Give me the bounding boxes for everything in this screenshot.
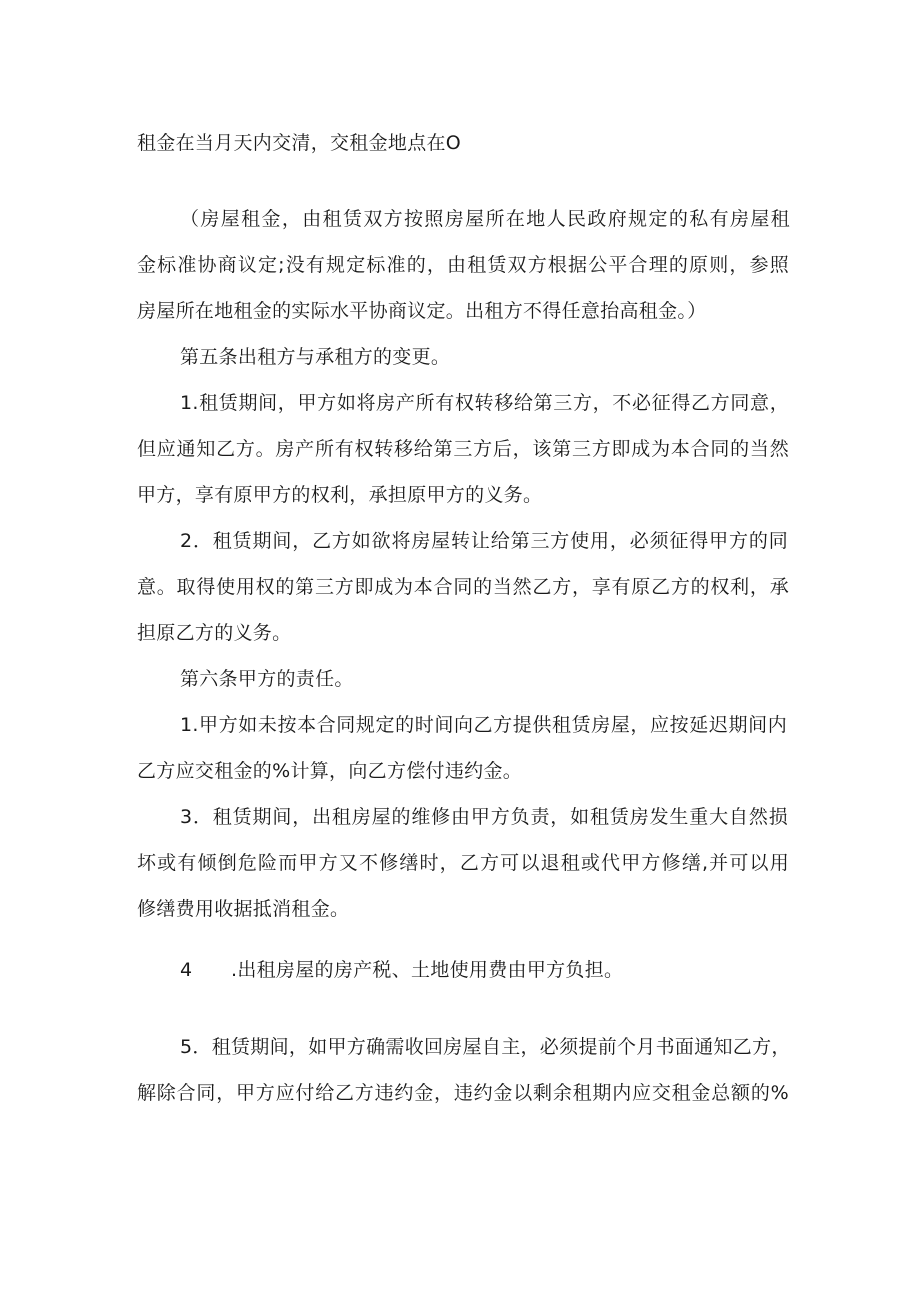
- text-line-3: 金标准协商议定;没有规定标准的，由租赁双方根据公平合理的原则，参照: [137, 254, 789, 276]
- text-line-7: 但应通知乙方。房产所有权转移给第三方后，该第三方即成为本合同的当然: [137, 438, 789, 460]
- text-line-16: 坏或有倾倒危险而甲方又不修缮时，乙方可以退租或代甲方修缮,并可以用: [137, 852, 789, 874]
- text-line-14: 乙方应交租金的%计算，向乙方偿付违约金。: [137, 760, 523, 782]
- section-heading-6: 第六条甲方的责任。: [180, 668, 354, 690]
- text-line-18: 4 .出租房屋的房产税、土地使用费由甲方负担。: [180, 959, 624, 981]
- text-line-8: 甲方，享有原甲方的权利，承担原甲方的义务。: [137, 484, 543, 506]
- text-line-11: 担原乙方的义务。: [137, 622, 292, 644]
- text-line-2: （房屋租金，由租赁双方按照房屋所在地人民政府规定的私有房屋租: [180, 208, 790, 230]
- section-heading-5: 第五条出租方与承租方的变更。: [180, 346, 451, 368]
- text-line-13: 1.甲方如未按本合同规定的时间向乙方提供租赁房屋，应按延迟期间内: [180, 714, 787, 736]
- text-line-4: 房屋所在地租金的实际水平协商议定。出租方不得任意抬高租金。）: [137, 300, 707, 322]
- text-line-6: 1.租赁期间，甲方如将房产所有权转移给第三方，不必征得乙方同意，: [180, 392, 789, 414]
- text-line-15: 3．租赁期间，出租房屋的维修由甲方负责，如租赁房发生重大自然损: [180, 806, 788, 828]
- text-line-1: 租金在当月天内交清，交租金地点在O: [137, 132, 462, 154]
- text-line-9: 2．租赁期间，乙方如欲将房屋转让给第三方使用，必须征得甲方的同: [180, 530, 788, 552]
- text-line-20: 解除合同，甲方应付给乙方违约金，违约金以剩余租期内应交租金总额的%: [137, 1082, 789, 1104]
- text-line-10: 意。取得使用权的第三方即成为本合同的当然乙方，享有原乙方的权利，承: [137, 576, 789, 598]
- text-line-17: 修缮费用收据抵消租金。: [137, 898, 350, 920]
- text-line-19: 5．租赁期间，如甲方确需收回房屋自主，必须提前个月书面通知乙方，: [180, 1036, 791, 1058]
